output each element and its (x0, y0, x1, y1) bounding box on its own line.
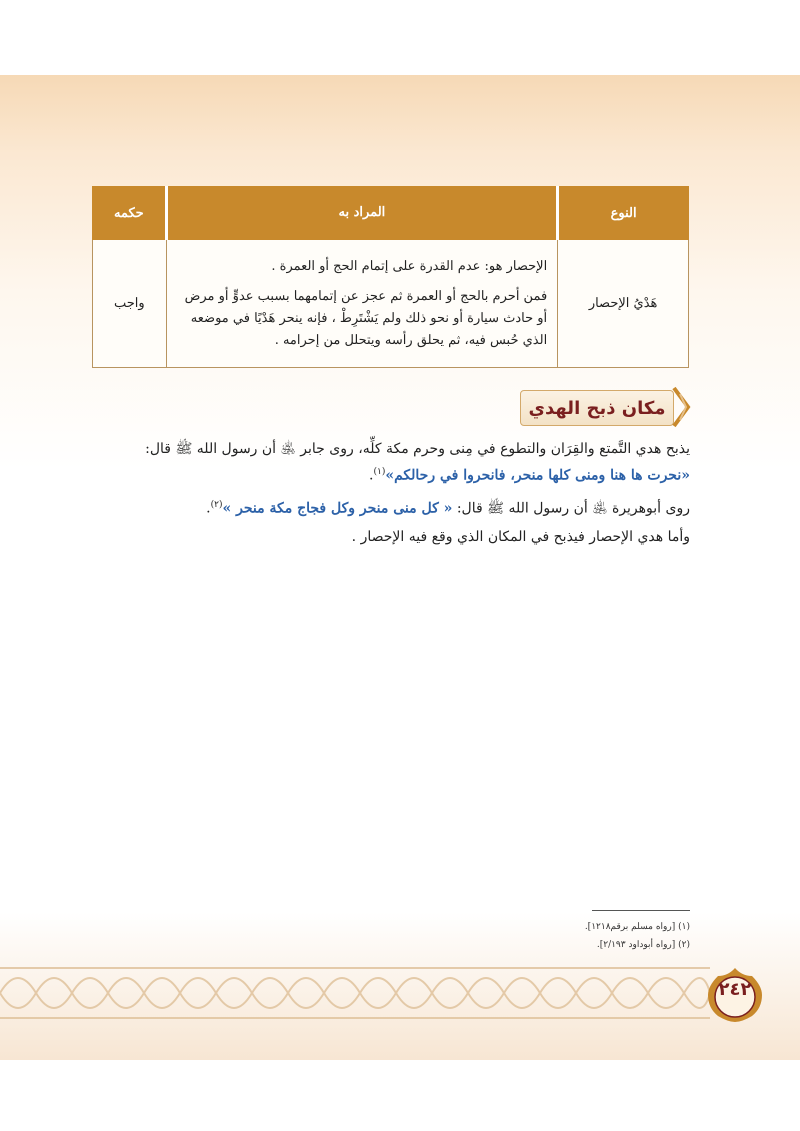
page-number: ٢٤٢ (718, 979, 752, 1000)
cell-ruling: واجب (93, 240, 167, 368)
paragraph-1-text: يذبح هدي التَّمتع والقِرَان والتطوع في مِنى وحرم مكة كلِّه، روى جابر ﵁ أن رسول الله ﷺ قال: (145, 441, 690, 457)
section-heading (520, 386, 690, 428)
body-text (108, 438, 690, 555)
decorative-border-icon (0, 958, 710, 1028)
header-meaning: المراد به (166, 187, 558, 240)
meaning-definition: الإحصار هو: عدم القدرة على إتمام الحج أو العمرة . (271, 258, 548, 274)
footnote-2: (٢) [رواه أبوداود ٢/١٩٣]. (596, 940, 690, 950)
header-type: النوع (558, 187, 689, 240)
footnote-ref-2: (٢) (210, 499, 223, 510)
footnote-divider (592, 910, 690, 911)
header-ruling: حكمه (93, 187, 167, 240)
top-margin (0, 0, 800, 75)
paragraph-3: وأما هدي الإحصار فيذبح في المكان الذي وقع فيه الإحصار . (351, 529, 690, 546)
hadith-quote-2: « كل منى منحر وكل فجاج مكة منحر » (222, 500, 453, 517)
cell-meaning (166, 240, 558, 368)
table-row (93, 240, 689, 368)
paragraph-2: روى أبوهريرة ﵁ أن رسول الله ﷺ قال: « كل منى منحر وكل فجاج مكة منحر »$^{(٢)}$. (206, 499, 690, 517)
section-heading-title: مكان ذبح الهدي (520, 390, 674, 426)
meaning-detail: فمن أحرم بالحج أو العمرة ثم عجز عن إتمامهما بسبب عدوٍّ أو مرض أو حادث سيارة أو نحو ذلك ولم يَشْتَرِطْ ، فإنه ينحر هَدْيًا في موضعه الذي حُبس فيه، ثم يحلق رأسه ويتحلل من إحرامه . (184, 288, 548, 348)
bottom-margin (0, 1060, 800, 1131)
cell-type: هَدْيُ الإحصار (558, 240, 689, 368)
footnote-1: (١) [رواه مسلم برقم١٢١٨]. (584, 922, 690, 932)
rulings-table (92, 186, 689, 368)
hadith-quote-1: «نحرت ها هنا ومنى كلها منحر، فانحروا في رحالكم» (385, 467, 690, 484)
paragraph-1: يذبح هدي التَّمتع والقِرَان والتطوع في مِنى وحرم مكة كلِّه، روى جابر ﵁ أن رسول الله ﷺ قال: «نحرت ها هنا ومنى كلها منحر، فانحروا في رحالكم»$^{(١)}$. (145, 441, 690, 484)
chevron-ornament-icon (670, 386, 692, 428)
paragraph-2-text: روى أبوهريرة ﵁ أن رسول الله ﷺ قال: (456, 500, 690, 517)
footnotes (450, 918, 690, 954)
footnote-ref-1: (١) (373, 467, 386, 477)
table-header-row (93, 187, 689, 240)
